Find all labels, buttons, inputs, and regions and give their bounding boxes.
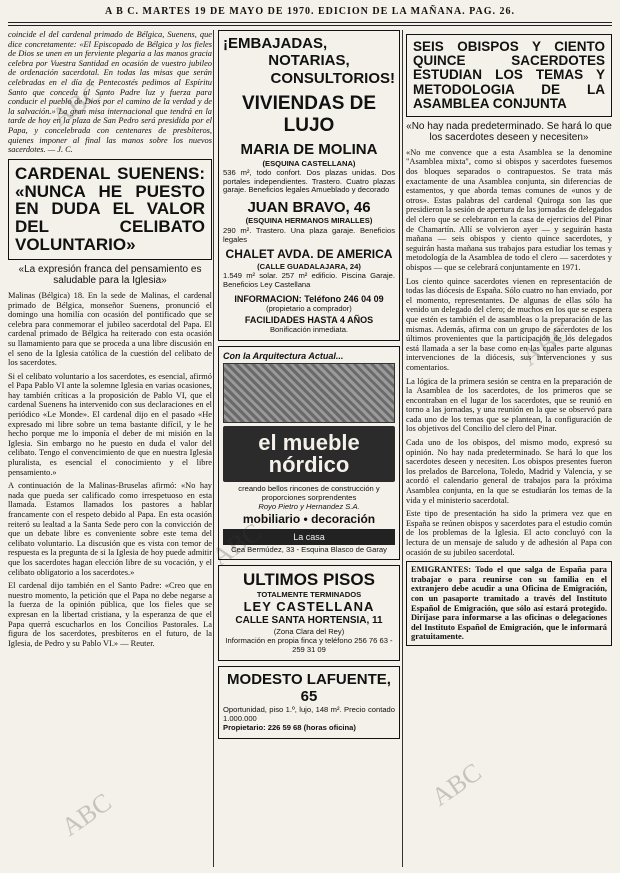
modesto-propietario: Propietario: 226 59 68 (horas oficina): [223, 723, 356, 733]
lacasa-strip: La casa: [223, 529, 395, 545]
abc-watermark: ABC: [56, 787, 117, 842]
ad-info-sub: (propietario a comprador): [266, 304, 352, 314]
modesto-text: Oportunidad, piso 1.º, lujo, 148 m². Precio contado 1.000.000: [223, 705, 395, 723]
ultimos-ley: LEY CASTELLANA: [243, 599, 375, 615]
mueble-caption: creando bellos rincones de construcción y proporciones sorprendentes: [238, 484, 380, 502]
intro-paragraph: coincide el del cardenal primado de Bélgica, Suenens, que dice concretamente: «El Episcopado de Bélgica y los fieles de Dios se unen en un ferviente plegaria a las manos gracia celebra por Vuestra Santidad en ocasión de vuestro jubileo de ordenación sacerdotal. En todas las misas que serán celebradas en el día de Pentecostés pedimos al Espíritu Santo que conceda al Santo Padre luz y fuerza para conducir el pueblo de Dios por el camino de la verdad y de la salvación.» La gran misa internacional que tendrá en la tarde de hoy en la plaza de San Pedro será presidida por el Papa, y concelebrada con centenares de presbíteros, quienes imponer al final las manos sobre los nuevos sacerdotes. — J. C.: [8, 30, 212, 155]
ultimos-zona: (Zona Clara del Rey): [273, 626, 345, 636]
tagline: Royo Pietro y Hernandez S.A.: [258, 502, 360, 512]
ultimos-terminados: TOTALMENTE TERMINADOS: [256, 589, 362, 599]
obispos-subhead: «No hay nada predeterminado. Se hará lo que los sacerdotes deseen y necesiten»: [406, 120, 612, 144]
column-right: [406, 30, 612, 867]
ultimos-title: ULTIMOS PISOS: [243, 570, 375, 590]
furniture-photo: [223, 363, 395, 423]
ad-facilidades-sub: Bonificación inmediata.: [269, 324, 349, 334]
abc-watermark: ABC: [206, 517, 267, 572]
page-header: A B C. MARTES 19 DE MAYO DE 1970. EDICION DE LA MAÑANA. PAG. 26.: [104, 6, 516, 17]
ultimos-pisos-ad: [218, 565, 400, 660]
obispos-headline-box: [406, 34, 612, 117]
ultimos-info: Información en propia finca y teléfono 256 76 63 - 259 31 09: [225, 636, 393, 655]
suenens-headline: CARDENAL SUENENS: «NUNCA HE PUESTO EN DUDA EL VALOR DEL CELIBATO VOLUNTARIO»: [15, 163, 205, 255]
nordico-word: nórdico: [268, 452, 350, 478]
modesto-ad: [218, 666, 400, 739]
article-paragraph: El cardenal dijo también en el Santo Padre: «Creo que en nuestro momento, la petición que el Papa no debe negarse a la fuerza de la opinión pública, que los fieles que se expresan en la libertad cristiana, y la esperanza de que el Papa querrá escucharlos en los Concilios Pastorales. La figura de los sacerdotes, presbíteros en el futuro, de la Iglesia, de Pedro y su Pablo VI.» — Reuter.: [8, 581, 212, 648]
header-rule-2: [8, 25, 612, 26]
suenens-subhead: «La expresión franca del pensamiento es saludable para la Iglesia»: [18, 263, 202, 287]
furniture-address: Cea Bermúdez, 33 - Esquina Blasco de Garay: [231, 544, 387, 554]
ad3-sub: (CALLE GUADALAJARA, 24): [257, 261, 361, 271]
ad1-sub: (ESQUINA CASTELLANA): [262, 158, 356, 168]
ad3-text: 1.549 m² solar. 257 m² edificio. Piscina Garaje. Beneficios Ley Castellana: [223, 271, 395, 290]
ad-consultorios: CONSULTORIOS!: [270, 69, 395, 87]
obispos-headline: SEIS OBISPOS Y CIENTO QUINCE SACERDOTES ESTUDIAN LOS TEMAS Y METODOLOGIA DE LA ASAMBLEA CONJUNTA: [413, 39, 605, 111]
ad-viviendas: VIVIENDAS DE LUJO: [241, 92, 377, 136]
article-paragraph: Si el celibato voluntario a los sacerdotes, es esencial, afirmó el Papa Pablo VI ante la solemne Iglesia en varias ocasiones, hay también críticas a la proposición de Pablo VI, que el cardenal Suenens ha intervenido con sus declaraciones en el periódico «Le Monde». El cardenal dijo en el pasado «He expresado mi libre sobre un tema bastante difícil, y le he hecho porque me lo imponía el deber de mi misión en la Iglesia. Sin embargo no he puesto en duda el valor del celibato. Tengo el convencimiento de que en nuestra Iglesia pluralista, es esencial el conocimiento y el libre pensamiento.»: [8, 371, 212, 477]
ad2-text: 290 m². Trastero. Una plaza garaje. Beneficios legales: [223, 225, 395, 244]
article-paragraph: Malinas (Bélgica) 18. En la sede de Malinas, el cardenal primado de Bélgica, monseñor Suenens, pronunció el domingo una homilía con ocasión del pontificado que se celebra para conmemorar el jubileo sacerdotal del Papa. El cardenal primado de Bélgica ha reiterado con esta ocasión su llamamiento para que se proceda a una libre discusión en el seno de la Iglesia católica de la cuestión del celibato de los sacerdotes.: [8, 290, 212, 368]
ad1-text: 536 m², todo confort. Dos plazas unidas. Dos portales independientes. Trastero. Cuatro plazas garaje. Beneficios legales Amueblado y decorado: [223, 168, 395, 195]
ad3-title: CHALET AVDA. DE AMERICA: [225, 247, 393, 262]
abc-watermark: ABC: [516, 317, 577, 372]
emigrantes-box: [406, 561, 612, 646]
suenens-headline-box: [8, 159, 212, 260]
abc-watermark: ABC: [46, 77, 107, 132]
article-paragraph: Este tipo de presentación ha sido la primera vez que en España se reúnen obispos y sacerdotes para el estudio común de los problemas de la Iglesia. El acto concluyó con la lectura de un mensaje de saludo y de adhesión al Papa con ocasión de su jubileo sacerdotal.: [406, 509, 612, 557]
ad-info: INFORMACION: Teléfono 246 04 09: [234, 293, 384, 304]
mueble-logo: [223, 426, 395, 482]
article-paragraph: Los ciento quince sacerdotes vienen en representación de todas las diócesis de España. Sólo cuatro no han enviado, por el momento, representantes. De algunas de ellas sólo ha venido un delegado del clero; de muchos en los que se espera que estén es también el de asambleas o la preparación de las mismas. Además, afirma con un grupo de sacerdotes de los últimos provenientes que la participación de los delegados está llamada a ser la base como en las cuales parte algunas intervenciones de la diócesis, sus intervenciones y sus comentarios.: [406, 276, 612, 372]
ad2-title: JUAN BRAVO, 46: [247, 199, 371, 217]
abc-watermark: ABC: [426, 757, 487, 812]
column-divider: [402, 30, 403, 867]
mobiliario: mobiliario • decoración: [242, 511, 376, 526]
article-paragraph: A continuación de la Malinas-Bruselas afirmó: «No hay nada que pueda ser calificado como irrespetuoso en esta llamada. Estamos llamados los pastores a hablar francamente con el respeto debido al Papa. En esta ocasión reiteró su lealtad a la Santa Sede pero con la convicción de que un debate libre es conveniente sobre este tema del celibato voluntario. La discusión que es vista con temor de respuesta es la pregunta de si la Iglesia de hoy puede admitir que los sacerdotes hagan elección libre de su vocación, y el celibato obligatorio a los sacerdotes.»: [8, 481, 212, 577]
furniture-ad: [218, 346, 400, 561]
article-paragraph: Cada uno de los obispos, del mismo modo, expresó su opinión. No hay nada predeterminado. Se hará lo que los sacerdotes deseen y necesiten. Los obispos presentes fueron los prelados de Barcelona, Toledo, Madrid y Valencia, y se acordó el calendario general de trabajos para la próxima Asamblea conjunta, en la que se estudiarán los temas de la vida y el ministerio sacerdotal.: [406, 438, 612, 505]
mueble-word: el mueble: [258, 430, 360, 456]
column-divider: [213, 30, 214, 867]
ad1-title: MARIA DE MOLINA: [240, 141, 378, 159]
ad-embajadas: ¡EMBAJADAS,: [223, 35, 328, 52]
emigrantes-notice: EMIGRANTES: Todo el que salga de España para trabajar o para reunirse con su familia en el extranjero debe acudir a una Oficina de Emigración, con un pasaporte tramitado a través del Instituto Español de Emigración, que sólo así estará protegido. Diríjase para informarse a las oficinas o delegaciones del Instituto Español de Emigración, que le informará gratuitamente.: [411, 565, 607, 642]
ad-facilidades: FACILIDADES HASTA 4 AÑOS: [244, 314, 374, 325]
arq-title: Con la Arquitectura Actual...: [223, 350, 344, 361]
column-middle: [218, 30, 400, 867]
real-estate-ad: [218, 30, 400, 341]
ad-notarias: NOTARIAS,: [268, 52, 350, 70]
article-paragraph: La lógica de la primera sesión se centra en la preparación de la Asamblea de los sacerdotes, de los primeros que se encontraban en el lugar de los sacerdotes, que se reunió en torno a las jornadas, y una reunión en la que se observó para cada uno de los temas que se plantean, la configuración de los objetivos del Concilio del clero del Pinar.: [406, 376, 612, 434]
column-left: [8, 30, 212, 867]
header-rule: [8, 22, 612, 23]
modesto-title: MODESTO LAFUENTE, 65: [227, 670, 391, 705]
ad2-sub: (ESQUINA HERMANOS MIRALLES): [245, 216, 373, 226]
article-paragraph: «No me convence que a esta Asamblea se la denomine "Asamblea mixta", como si obispos y sacerdotes fuesemos dos bloques separados o contrapuestos. Se trata más exactamente de una Asamblea conjunta, sin diferencias de estamentos, y que aborda temas comunes de «unos y de otros». Estas palabras del cardenal Quiroga son las que presidieron la sesión de apertura de las jornadas de delegados del clero que se celebraron en la casa de ejercicios del Pinar de Chamartín. Allí se volvieron ayer — y seguirán hasta mañana — seis obispos y ciento quince sacerdotes, y seguirán hasta mañana sus trabajos para estudiar los temas y metodología de la Asamblea de todo el clero — sacerdotes y obispos — que se celebrará conjuntamente en 1971.: [406, 147, 612, 272]
ultimos-calle: CALLE SANTA HORTENSIA, 11: [235, 615, 383, 627]
